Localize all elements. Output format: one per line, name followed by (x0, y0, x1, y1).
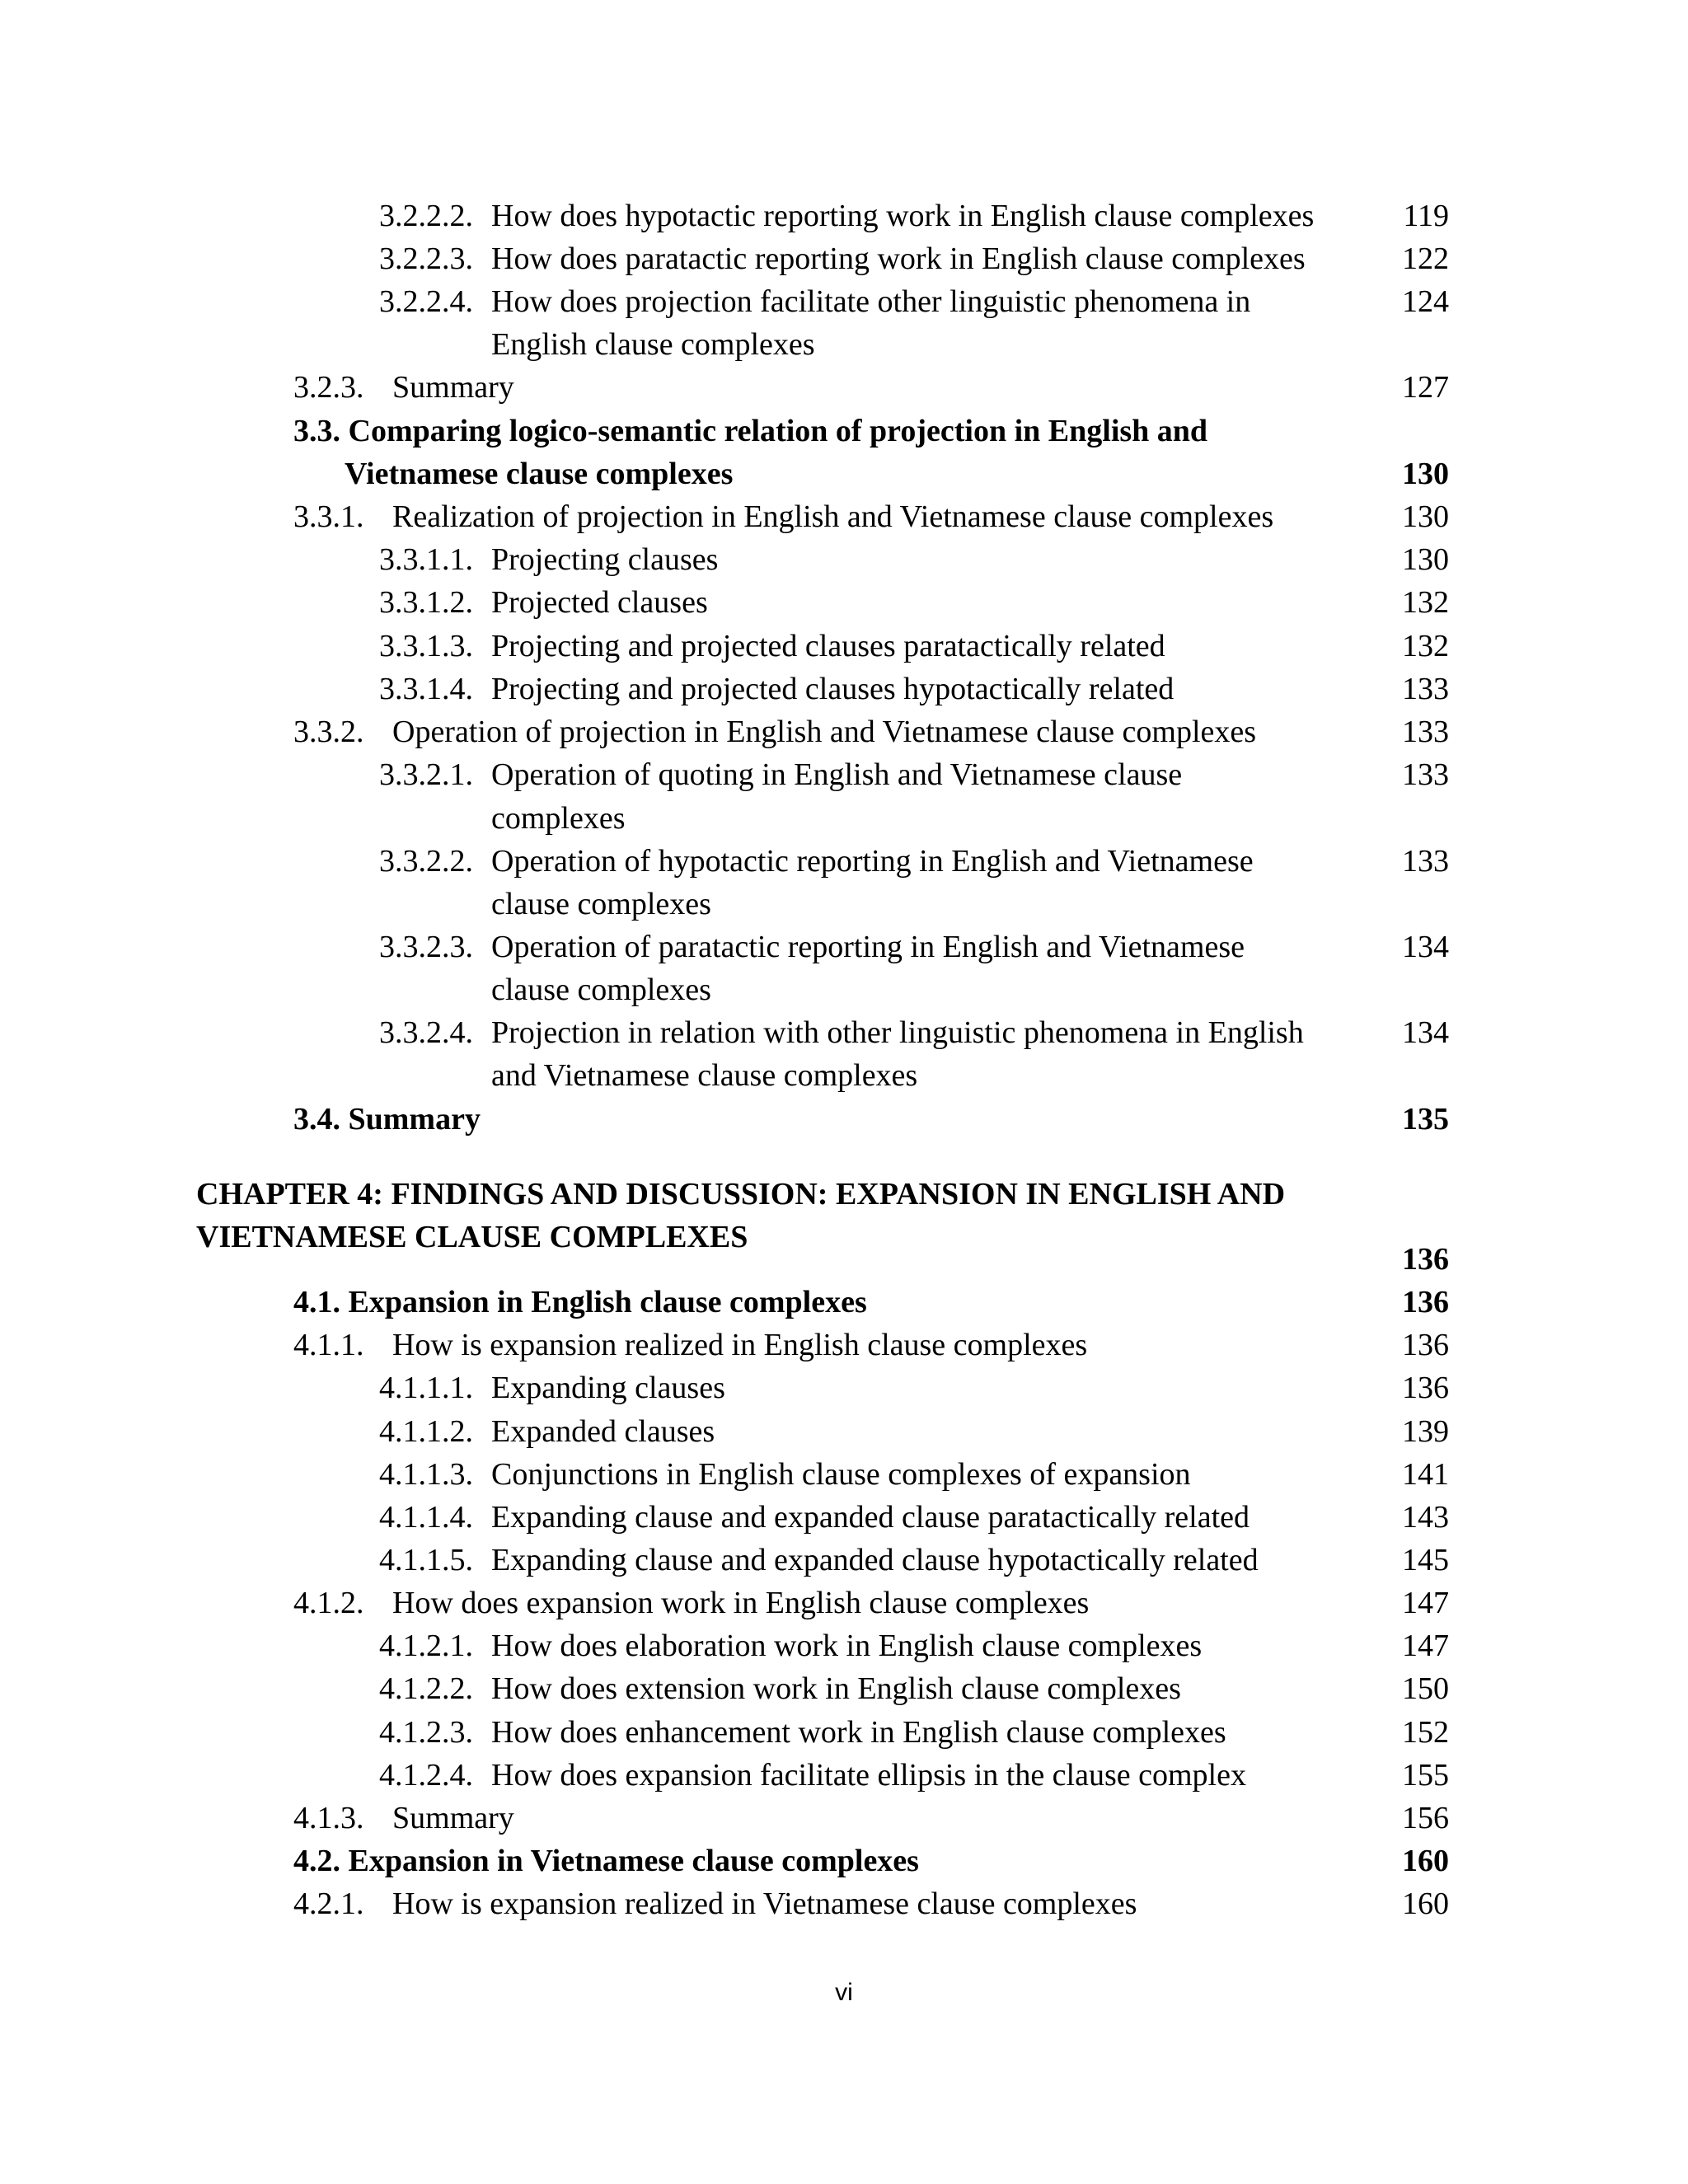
toc-entry-page: 150 (1402, 1671, 1449, 1706)
toc-entry-number: 4.1.1.5. (379, 1543, 473, 1577)
toc-entry-title-continuation: Vietnamese clause complexes (345, 457, 734, 491)
toc-entry-continuation (491, 968, 1449, 1011)
toc-entry-number: 3.3.2.3. (379, 930, 473, 964)
toc-entry-page: 143 (1402, 1500, 1449, 1535)
toc-entry-title: How is expansion realized in English clause complexes (392, 1328, 1088, 1362)
toc-entry-number: 3.2.2.2. (379, 199, 473, 233)
toc-entry-number: 3.3.1.3. (379, 629, 473, 663)
toc-entry-page: 119 (1403, 199, 1449, 233)
toc-entry-number: 4.1.2.2. (379, 1671, 473, 1706)
toc-entry (379, 280, 1449, 323)
toc-entry-title: 3.3. Comparing logico-semantic relation of projection in English and (293, 414, 1208, 448)
toc-entry-title: How is expansion realized in Vietnamese clause complexes (392, 1886, 1137, 1921)
toc-entry-page: 134 (1402, 930, 1449, 964)
toc-entry-title: Expanded clauses (491, 1414, 715, 1449)
toc-entry (379, 668, 1449, 710)
toc-entry-title: How does extension work in English clause complexes (491, 1671, 1181, 1706)
toc-entry (293, 1797, 1449, 1840)
toc-entry-page: 152 (1402, 1715, 1449, 1750)
toc-entry-page: 136 (1402, 1285, 1449, 1319)
toc-entry-number: 3.2.3. (293, 370, 364, 405)
toc-entry-page: 130 (1402, 542, 1449, 577)
toc-entry-title-continuation: clause complexes (491, 887, 711, 921)
page-number: vi (835, 1979, 853, 2006)
toc-entry-page: 155 (1402, 1758, 1449, 1793)
toc-entry-number: 4.1.1.3. (379, 1457, 473, 1492)
toc-entry (379, 753, 1449, 796)
toc-entry-page: 135 (1402, 1102, 1449, 1137)
toc-section-heading (293, 1840, 1449, 1882)
toc-entry-page: 133 (1402, 757, 1449, 792)
toc-entry-number: 3.3.2.1. (379, 757, 473, 792)
toc-entry-continuation (491, 883, 1449, 926)
toc-entry-continuation (491, 797, 1449, 840)
toc-entry (379, 926, 1449, 968)
toc-entry-number: 4.1.2.4. (379, 1758, 473, 1793)
toc-entry-page: 145 (1402, 1543, 1449, 1577)
toc-entry (379, 1711, 1449, 1754)
toc-entry-title: How does projection facilitate other linguistic phenomena in (491, 284, 1251, 319)
toc-section-heading (293, 1098, 1449, 1141)
toc-entry (379, 1754, 1449, 1797)
toc-section-heading (293, 1281, 1449, 1324)
toc-entry (379, 194, 1449, 237)
toc-entry (379, 237, 1449, 280)
toc-entry-title: Summary (392, 370, 514, 405)
toc-entry-number: 3.3.1.1. (379, 542, 473, 577)
toc-entry (293, 366, 1449, 409)
chapter-heading-line-1: CHAPTER 4: FINDINGS AND DISCUSSION: EXPANSION IN ENGLISH AND (196, 1177, 1286, 1212)
toc-entry-title-continuation: clause complexes (491, 972, 711, 1007)
toc-entry-number: 4.1.3. (293, 1801, 364, 1835)
toc-entry-title: Projecting and projected clauses paratactically related (491, 629, 1165, 663)
toc-entry-number: 4.1.2. (293, 1586, 364, 1620)
toc-entry (379, 1496, 1449, 1539)
toc-entry-title: Projected clauses (491, 585, 708, 620)
toc-section-heading-continuation (345, 452, 1449, 495)
toc-entry (293, 1324, 1449, 1366)
toc-entry-title: How does paratactic reporting work in English clause complexes (491, 241, 1306, 276)
toc-entry-title: Summary (392, 1801, 514, 1835)
toc-entry-title: How does expansion work in English clause complexes (392, 1586, 1090, 1620)
toc-entry-title-continuation: complexes (491, 801, 626, 836)
toc-entry-page: 127 (1402, 370, 1449, 405)
toc-entry-number: 4.1.2.3. (379, 1715, 473, 1750)
toc-entry (293, 495, 1449, 538)
toc-entry-page: 132 (1402, 629, 1449, 663)
toc-entry-title: Operation of paratactic reporting in English and Vietnamese (491, 930, 1245, 964)
toc-entry-page: 147 (1402, 1586, 1449, 1620)
toc-entry-title: How does enhancement work in English clause complexes (491, 1715, 1226, 1750)
toc-entry (379, 538, 1449, 581)
toc-entry-title: Expanding clauses (491, 1371, 725, 1405)
toc-entry (293, 1582, 1449, 1624)
toc-entry-page: 160 (1402, 1886, 1449, 1921)
toc-entry (379, 1624, 1449, 1667)
toc-entry-title: Projecting and projected clauses hypotactically related (491, 672, 1175, 706)
toc-section-heading (293, 410, 1449, 452)
toc-entry (379, 1366, 1449, 1409)
toc-entry-page: 136 (1402, 1328, 1449, 1362)
toc-entry-number: 4.2.1. (293, 1886, 364, 1921)
toc-entry-page: 136 (1402, 1242, 1449, 1277)
toc-entry-title: Operation of projection in English and Vietnamese clause complexes (392, 715, 1257, 749)
toc-entry-page: 124 (1402, 284, 1449, 319)
toc-entry-number: 3.2.2.3. (379, 241, 473, 276)
toc-entry-number: 3.3.2.4. (379, 1015, 473, 1050)
toc-entry-title: How does hypotactic reporting work in English clause complexes (491, 199, 1315, 233)
toc-entry-title: Realization of projection in English and Vietnamese clause complexes (392, 499, 1274, 534)
toc-entry-title: How does elaboration work in English clause complexes (491, 1629, 1203, 1663)
toc-entry-continuation (491, 323, 1449, 366)
toc-entry-title: Operation of quoting in English and Vietnamese clause (491, 757, 1183, 792)
toc-entry-page: 133 (1402, 844, 1449, 879)
toc-entry (379, 1410, 1449, 1453)
toc-entry-page: 160 (1402, 1844, 1449, 1878)
toc-entry-number: 3.2.2.4. (379, 284, 473, 319)
chapter-heading-page (1319, 1238, 1449, 1281)
toc-entry-number: 4.1.1.1. (379, 1371, 473, 1405)
toc-entry-title: How does expansion facilitate ellipsis in the clause complex (491, 1758, 1246, 1793)
toc-entry-page: 133 (1402, 715, 1449, 749)
toc-entry-title-continuation: English clause complexes (491, 327, 815, 362)
toc-entry-page: 136 (1402, 1371, 1449, 1405)
toc-entry-number: 4.1.1.2. (379, 1414, 473, 1449)
toc-entry-number: 3.3.1. (293, 499, 364, 534)
toc-entry (379, 1011, 1449, 1054)
toc-entry-page: 141 (1402, 1457, 1449, 1492)
toc-entry-title: 3.4. Summary (293, 1102, 481, 1137)
chapter-heading-line-2: VIETNAMESE CLAUSE COMPLEXES (196, 1220, 748, 1254)
toc-entry (293, 1882, 1449, 1925)
toc-entry (379, 1453, 1449, 1496)
toc-entry-number: 3.3.1.2. (379, 585, 473, 620)
toc-entry-number: 3.3.1.4. (379, 672, 473, 706)
toc-entry-title: Projecting clauses (491, 542, 719, 577)
toc-entry-title: Expanding clause and expanded clause hypotactically related (491, 1543, 1259, 1577)
toc-entry-number: 4.1.1.4. (379, 1500, 473, 1535)
toc-entry-page: 122 (1402, 241, 1449, 276)
toc-entry (379, 1539, 1449, 1582)
toc-entry-number: 3.3.2. (293, 715, 364, 749)
toc-entry-title: Projection in relation with other linguistic phenomena in English (491, 1015, 1304, 1050)
toc-entry-page: 132 (1402, 585, 1449, 620)
toc-entry-continuation (491, 1054, 1449, 1097)
toc-entry-title: Operation of hypotactic reporting in English and Vietnamese (491, 844, 1254, 879)
toc-entry (293, 710, 1449, 753)
toc-entry-page: 133 (1402, 672, 1449, 706)
toc-entry (379, 1667, 1449, 1710)
toc-entry-page: 156 (1402, 1801, 1449, 1835)
toc-entry-title: 4.1. Expansion in English clause complexes (293, 1285, 867, 1319)
toc-entry-page: 147 (1402, 1629, 1449, 1663)
toc-entry-title-continuation: and Vietnamese clause complexes (491, 1058, 918, 1093)
toc-entry-page: 139 (1402, 1414, 1449, 1449)
toc-entry-title: Expanding clause and expanded clause paratactically related (491, 1500, 1250, 1535)
toc-entry-page: 134 (1402, 1015, 1449, 1050)
toc-entry (379, 581, 1449, 624)
toc-entry-title: Conjunctions in English clause complexes of expansion (491, 1457, 1191, 1492)
toc-entry (379, 840, 1449, 883)
toc-entry-page: 130 (1402, 499, 1449, 534)
toc-entry (379, 625, 1449, 668)
toc-entry-page: 130 (1402, 457, 1449, 491)
toc-entry-title: 4.2. Expansion in Vietnamese clause complexes (293, 1844, 919, 1878)
toc-entry-number: 3.3.2.2. (379, 844, 473, 879)
toc-entry-number: 4.1.1. (293, 1328, 364, 1362)
toc-entry-number: 4.1.2.1. (379, 1629, 473, 1663)
